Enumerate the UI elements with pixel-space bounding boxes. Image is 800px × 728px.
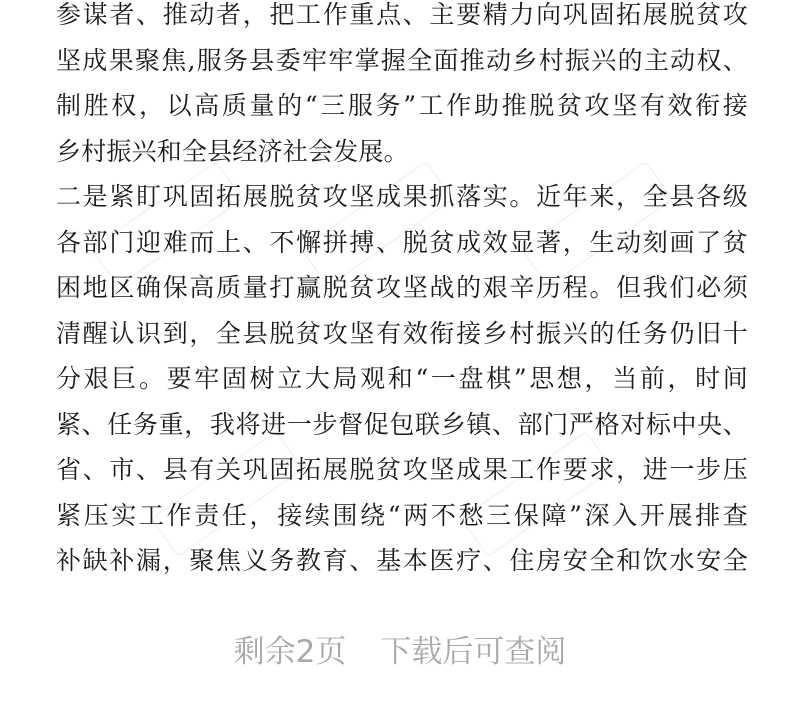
text-line: 补缺补漏，聚焦义务教育、基本医疗、住房安全和饮水安全 — [56, 546, 748, 575]
text-line: 分艰巨。要牢固树立大局观和“一盘棋”思想，当前，时间 — [56, 364, 748, 393]
text-line: 紧、任务重，我将进一步督促包联乡镇、部门严格对标中央、 — [56, 409, 748, 439]
text-line: 清醒认识到，全县脱贫攻坚有效衔接乡村振兴的任务仍旧十 — [56, 318, 748, 348]
text-line: 乡村振兴和全县经济社会发展。 — [56, 136, 409, 166]
text-line: 坚成果聚焦,服务县委牢牢掌握全面推动乡村振兴的主动权、 — [56, 45, 748, 75]
remaining-pages-label: 剩余2页 — [233, 634, 347, 670]
download-hint-label: 下载后可查阅 — [380, 634, 567, 670]
document-body — [56, 0, 748, 584]
text-line: 各部门迎难而上、不懈拼搏、脱贫成效显著，生动刻画了贫 — [56, 227, 748, 257]
text-line: 参谋者、推动者，把工作重点、主要精力向巩固拓展脱贫攻 — [56, 0, 748, 29]
text-line: 紧压实工作责任，接续围绕“两不愁三保障”深入开展排查 — [56, 500, 748, 530]
text-line: 省、市、县有关巩固拓展脱贫攻坚成果工作要求，进一步压 — [56, 455, 748, 484]
text-line: 制胜权，以高质量的“三服务”工作助推脱贫攻坚有效衔接 — [56, 91, 748, 120]
text-line: 二是紧盯巩固拓展脱贫攻坚成果抓落实。近年来，全县各级 — [56, 182, 748, 211]
download-prompt[interactable] — [0, 622, 800, 682]
text-line: 困地区确保高质量打赢脱贫攻坚战的艰辛历程。但我们必须 — [56, 273, 748, 302]
